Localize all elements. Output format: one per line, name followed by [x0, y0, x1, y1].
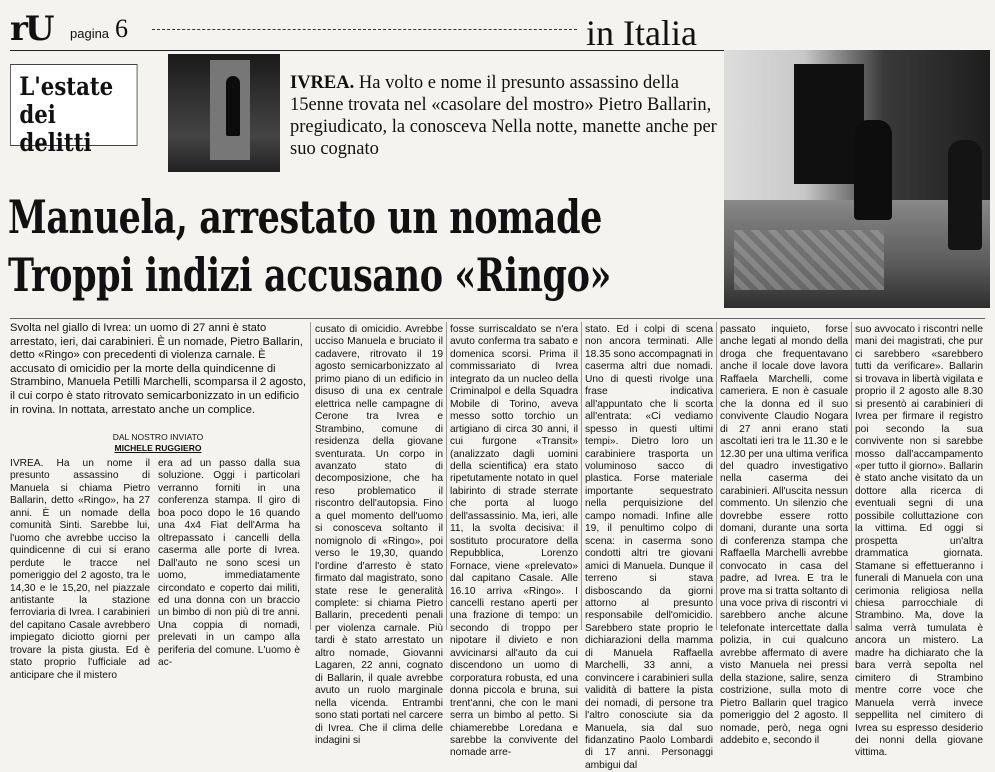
column-rule [581, 322, 582, 630]
article-column: IVREA. Ha un nome il presunto assassino di Manuela si chiama Pietro Ballarin, detto «Ringo», ha 27 anni. È un nomade della comunità Sinti. Sarebbe lui, l'uomo che avrebbe ucciso la quindicenne di cui si erano perdute le tracce nel pomeriggio del 2 agosto, tra le 14,30 e le 15,20, nel piazzale antistante la stazione ferroviaria di Ivrea. I carabinieri del capitano Casale avrebbero impiegato diciotto giorni per trovare la pista giusta. Ed è stato proprio l'ufficiale ad anticipare che il mistero [10, 458, 150, 681]
section-title: in Italia [586, 13, 697, 53]
headline-line-2: Troppi indizi accusano «Ringo» [8, 248, 611, 302]
deck-text: Ha volto e nome il presunto assassino della 15enne trovata nel «casolare del mostro» Pietro Ballarin, pregiudicato, la conosceva Nella notte, manette anche per suo cognato [290, 73, 717, 159]
kicker-box: L'estate dei delitti [10, 64, 138, 146]
headline-line-1: Manuela, arrestato un nomade [8, 190, 602, 244]
photo-silhouette [168, 54, 280, 172]
photo-person [948, 140, 982, 250]
article-column: cusato di omicidio. Avrebbe ucciso Manuela e bruciato il cadavere, ritrovato il 19 agosto semicarbonizzato al primo piano di un edificio in disuso di una ex centrale elettrica nelle campagne di Cerone tra Ivrea e Strambino, comune di residenza della giovane sventurata. Un corpo in avanzato stato di decomposizione, che ha reso problematico il riscontro dell'autopsia. Fino a quel momento dell'uomo si conosceva soltanto il nomignolo di «Ringo», poi verso le 19,30, quando l'ordine d'arresto è stato firmato dal magistrato, sono state rese le generalità complete: si chiama Pietro Ballarin, precedenti penali per violenza carnale. Più tardi è stato arrestato un altro nomade, Giovanni Lagaren, 22 anni, cognato di Ballarin, il quale avrebbe avuto un ruolo marginale nella vicenda. Entrambi sono stati portati nel carcere di Ivrea. Che il clima delle indagini si [315, 324, 443, 746]
body-divider [10, 318, 985, 319]
column-rule [310, 322, 311, 630]
byline [10, 432, 306, 454]
byline-label: DAL NOSTRO INVIATO [112, 432, 204, 442]
column-rule [851, 322, 852, 630]
byline-name: MICHELE RUGGIERO [114, 443, 202, 453]
page-number: 6 [115, 14, 128, 43]
article-column: fosse surriscaldato se n'era avuto conferma tra sabato e domenica scorsi. Prima il commissariato di Ivrea integrato da un nucleo della Criminalpol e della Squadra Mobile di Torino, aveva messo sotto torchio un artigiano di circa 30 anni, il cui furgone «Transit» (analizzato dagli uomini della scientifica) era stato ripetutamente notato in quel labirinto di strade sterrate che porta al luogo dell'assassinio. Ma, ieri, alle 11, la svolta decisiva: il sostituto procuratore della Repubblica, Lorenzo Fornace, viene «prelevato» dal capitano Casale. Alle 16.10 arriva «Ringo». I cancelli restano aperti per una frazione di tempo: un secondo di troppo per nipotare il divieto e non avvicinarsi all'auto da cui discendono un uomo di corporatura robusta, ed una donna piccola e bruna, sui trent'anni, che con le mani serra un bimbo al petto. Si chiamerebbe Loredana e sarebbe la convivente del nomade arre- [450, 324, 578, 759]
column-rule [446, 322, 447, 630]
masthead-rule [152, 29, 577, 30]
article-column: era ad un passo dalla sua soluzione. Oggi i particolari verranno forniti in una conferenza stampa. Il giro di boa poco dopo le 16 quando una 4x4 Fiat dell'Arma ha oltrepassato i cancelli della caserma alle porte di Ivrea. Dall'auto ne sono scesi un uomo, immediatamente circondato e coperto dai militi, ed una donna con un braccio un bimbo di non più di tre anni. Una coppia di nomadi, prelevati in un campo alla periferia del comune. L'uomo è ac- [158, 458, 300, 669]
deck [290, 72, 720, 160]
summary: Svolta nel giallo di Ivrea: un uomo di 27 anni è stato arrestato, ieri, dai carabinieri. È un nomade, Pietro Ballarin, detto «Ringo» con precedenti di violenza carnale. È accusato di omicidio per la morte della quindicenne di Strambino, Manuela Petilli Marchelli, scomparsa il 2 agosto, il cui corpo è stato ritrovato semicarbonizzato in un edificio in rovina. In nottata, arrestato anche un complice. [10, 322, 306, 416]
newspaper-logo: rU [10, 9, 52, 49]
photo-crime-scene [724, 50, 990, 308]
article-column: passato inquieto, forse anche legati al mondo della droga che frequentavano anche il locale dove lavora Raffaela Marchelli, come cameriera. E non è casuale che la donna ed il suo convivente Claudio Nogara di 27 anni erano stati ascoltati ieri tra le 11.30 e le 12.30 per una ultima verifica del quadro investigativo nella caserma dei carabinieri. All'uscita nessun commento. Un silenzio che dovrebbe essere rotto domani, durante una sorta di conferenza stampa che Raffaella Marchelli avrebbe convocato in casa del padre, ad Ivrea. E tra le prove ma si tratta soltanto di una voce priva di riscontri vi sarebbero anche alcune telefonate intercettate dalla polizia, in cui qualcuno avrebbe affermato di avere visto Manuela nei pressi della stazione, salire, senza costrizione, sulla moto di Pietro Ballarin quel tragico pomeriggio del 2 agosto. Il nomade, però, nega ogni addebito e, secondo il [720, 324, 848, 746]
photo-person [854, 120, 892, 220]
column-rule [716, 322, 717, 630]
article-column: stato. Ed i colpi di scena non ancora terminati. Alle 18.35 sono accompagnati in caserma altri due nomadi. Uno di questi rivolge una frase indicativa all'appuntato che li scorta all'entrata: «Ci vediamo spesso in questi ultimi tempi». Dietro loro un carabiniere trasporta un voluminoso sacco di plastica. Forse materiale importante sequestrato nella perquisizione del campo nomadi. Infine alle 19, il penultimo colpo di scena: in caserma sono condotti altri tre giovani amici di Manuela. Dunque il terreno si stava disboscando da giorni attorno al presunto responsabile dell'omicidio. Sarebbero state proprio le dichiarazioni della mamma di Manuela Raffaella Marchelli, 33 anni, a convincere i carabinieri sulla validità di battere la pista dei nomadi, di persone tra l'altro conosciute sia da Manuela, sia dal suo fidanzatino Paolo Lombardi di 17 anni. Personaggi ambigui dal [585, 324, 713, 771]
article-column: suo avvocato i riscontri nelle mani dei magistrati, che pur ci sarebbero «sarebbero tutti da verificare». Ballarin si trovava in libertà vigilata e proprio il 2 agosto alle 8.30 si presentò ai carabinieri di Ivrea per firmare il registro poi secondo la sua convivente non si sarebbe mosso dall'accampamento «per tutto il giorno». Ballarin è stato anche visitato da un dottore alla ricerca di eventuali segni di una possibile colluttazione con la vittima. Ed oggi si prospetta un'altra drammatica giornata. Stamane si effettueranno i funerali di Manuela con una cerimonia religiosa nella chiesa parrocchiale di Strambino. Ma, dove la salma verrà tumulata è ancora un mistero. La madre ha dichiarato che la bara verrà sepolta nel cimitero di Strambino mentre corre voce che Manuela verrà invece seppellita nel cimitero di Ivrea su espresso desiderio dei nonni della giovane vittima. [855, 324, 983, 759]
headline [8, 188, 611, 304]
photo-rubble [734, 230, 884, 290]
page-label: pagina [70, 26, 110, 41]
deck-place: IVREA. [290, 73, 355, 93]
photo-figure [226, 76, 240, 136]
